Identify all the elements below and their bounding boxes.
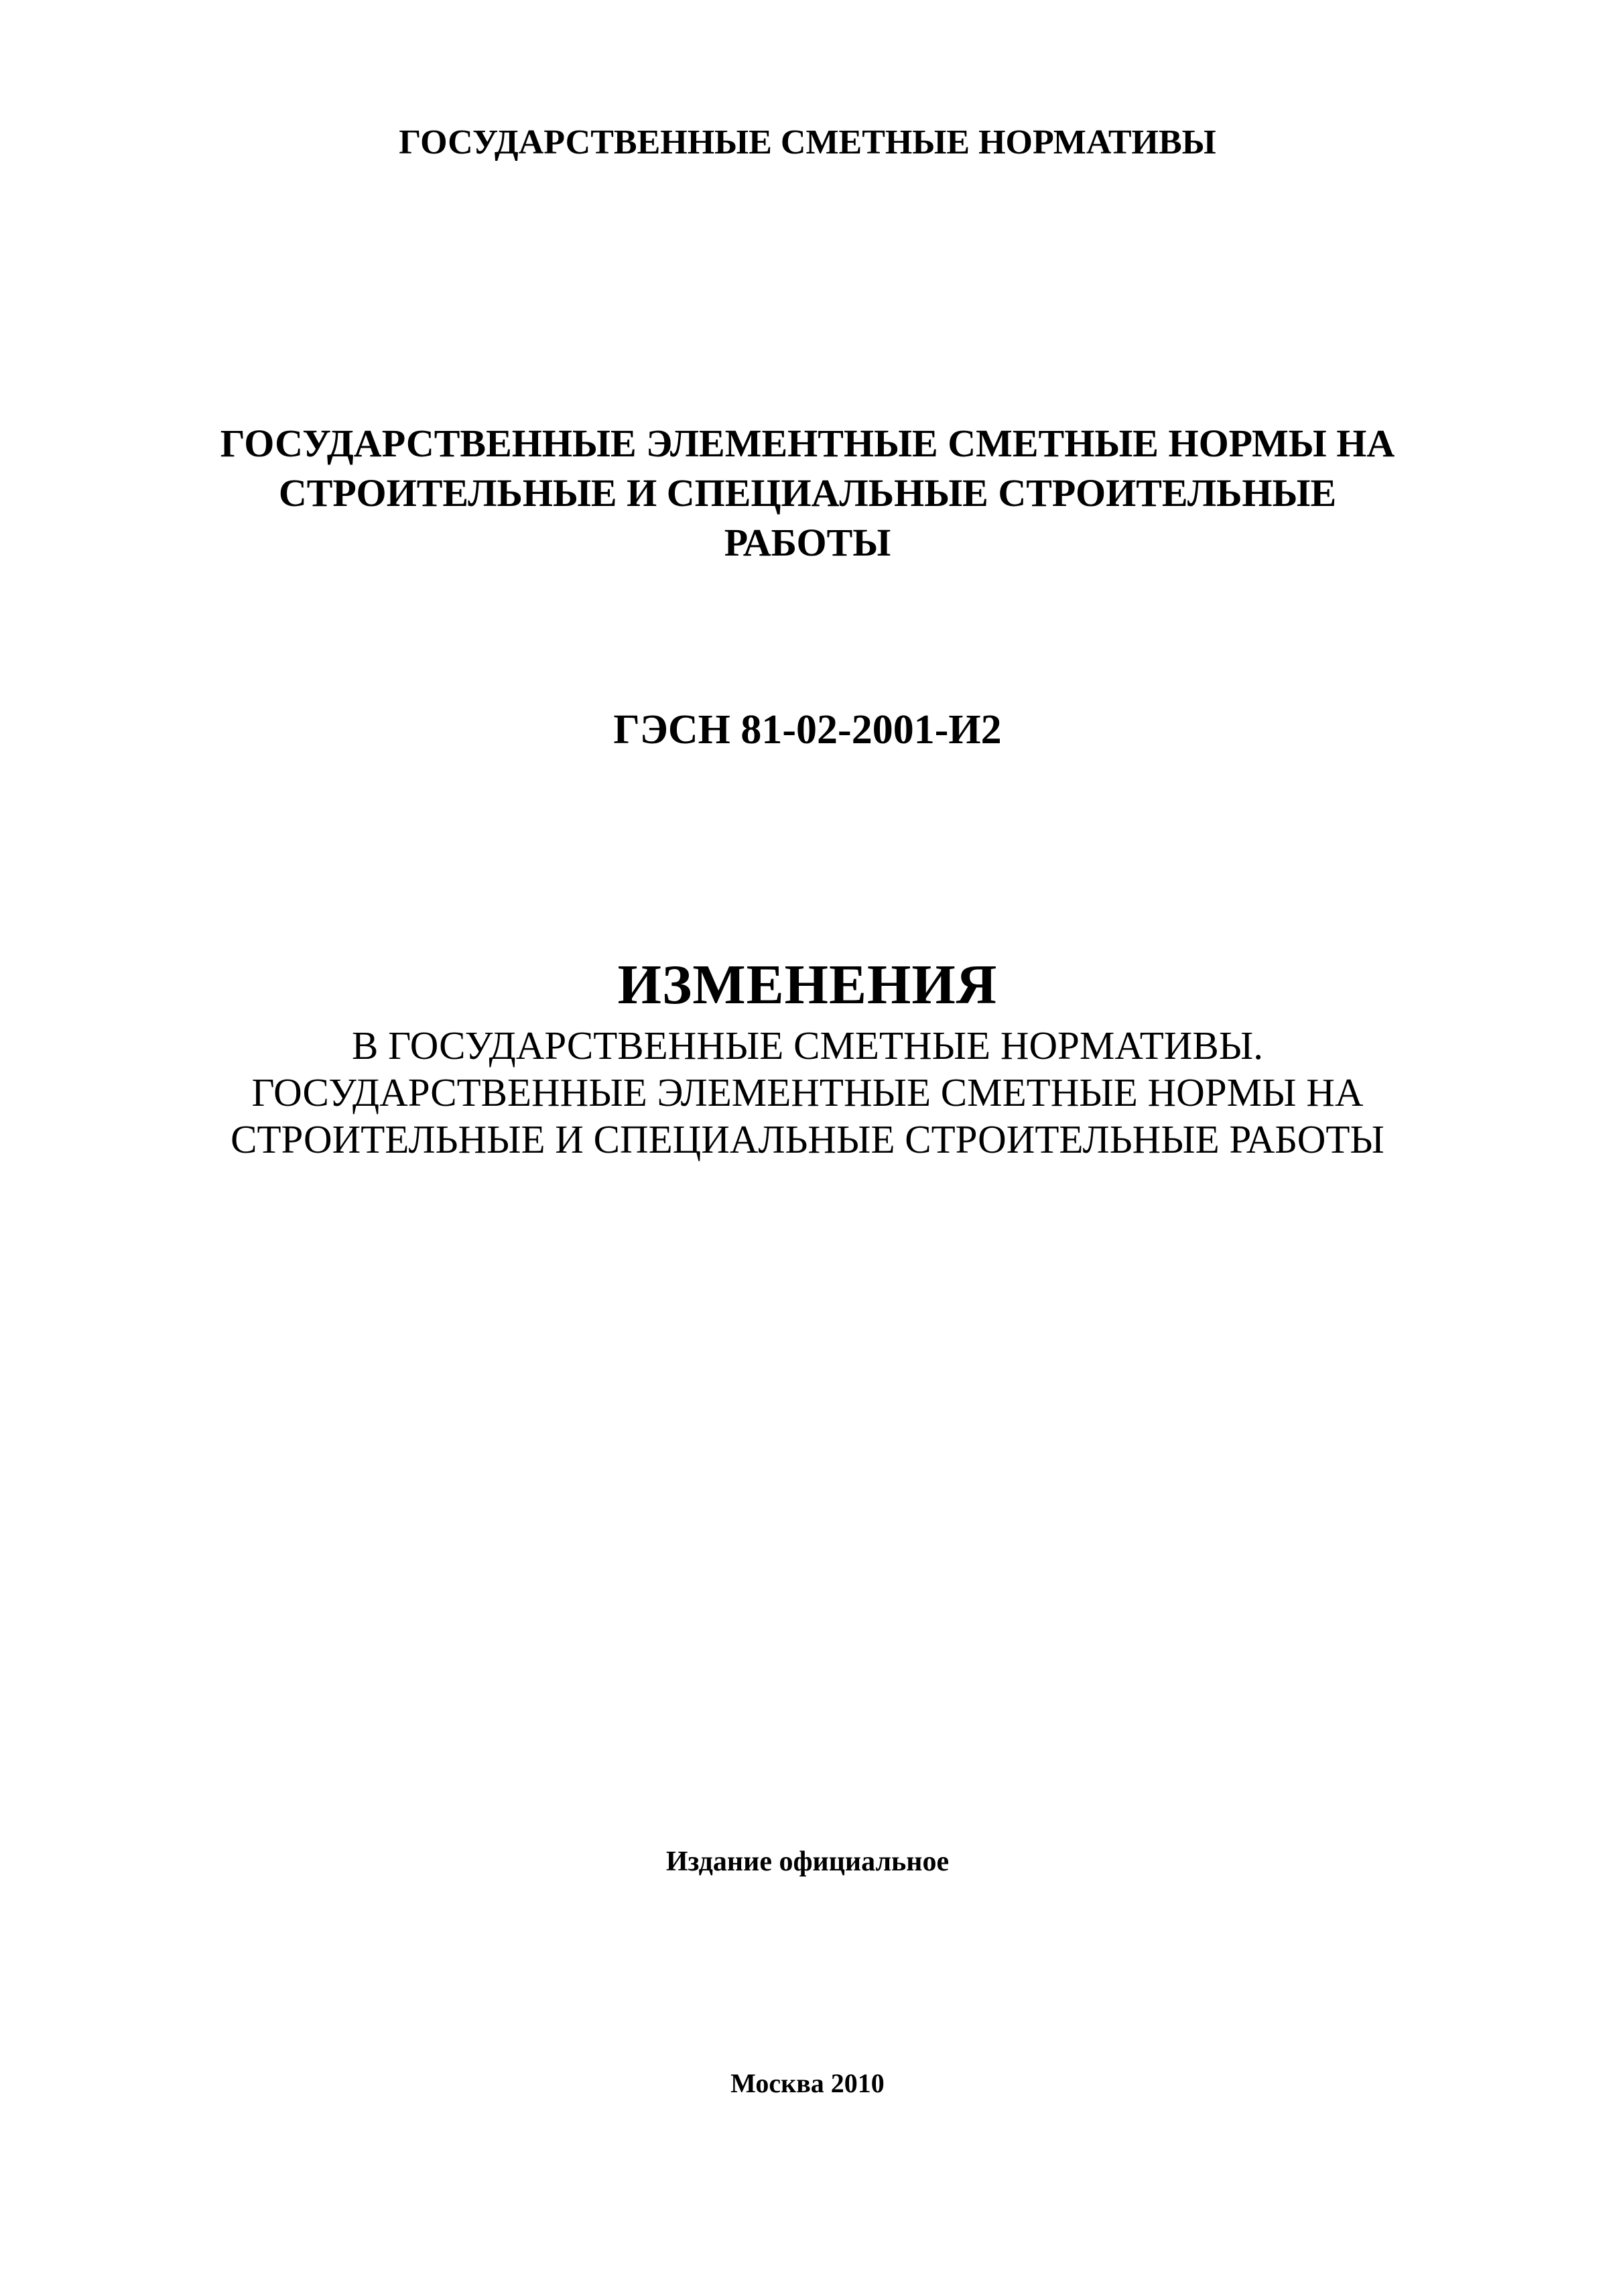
- edition-text: Издание официальное: [665, 1846, 950, 1877]
- code-text: ГЭСН 81-02-2001-И2: [613, 707, 1002, 753]
- header-text: ГОСУДАРСТВЕННЫЕ СМЕТНЫЕ НОРМАТИВЫ: [399, 123, 1216, 162]
- title-line: ГОСУДАРСТВЕННЫЕ ЭЛЕМЕНТНЫЕ СМЕТНЫЕ НОРМЫ НА: [220, 422, 1395, 465]
- changes-heading: [0, 950, 1615, 1020]
- changes-heading-text: ИЗМЕНЕНИЯ: [617, 954, 998, 1016]
- page-header: [0, 119, 1615, 166]
- title-line: СТРОИТЕЛЬНЫЕ И СПЕЦИАЛЬНЫЕ СТРОИТЕЛЬНЫЕ: [278, 471, 1337, 515]
- document-title: [0, 419, 1615, 568]
- changes-subtitle: [0, 1022, 1615, 1163]
- edition-note: [0, 1843, 1615, 1880]
- changes-line: В ГОСУДАРСТВЕННЫЕ СМЕТНЫЕ НОРМАТИВЫ.: [352, 1023, 1263, 1068]
- changes-line: ГОСУДАРСТВЕННЫЕ ЭЛЕМЕНТНЫЕ СМЕТНЫЕ НОРМЫ НА: [251, 1070, 1364, 1114]
- changes-line: СТРОИТЕЛЬНЫЕ И СПЕЦИАЛЬНЫЕ СТРОИТЕЛЬНЫЕ РАБОТЫ: [231, 1117, 1384, 1161]
- city-year: [0, 2065, 1615, 2102]
- title-line: РАБОТЫ: [724, 521, 891, 564]
- city-year-text: Москва 2010: [730, 2068, 885, 2098]
- document-code: [0, 702, 1615, 757]
